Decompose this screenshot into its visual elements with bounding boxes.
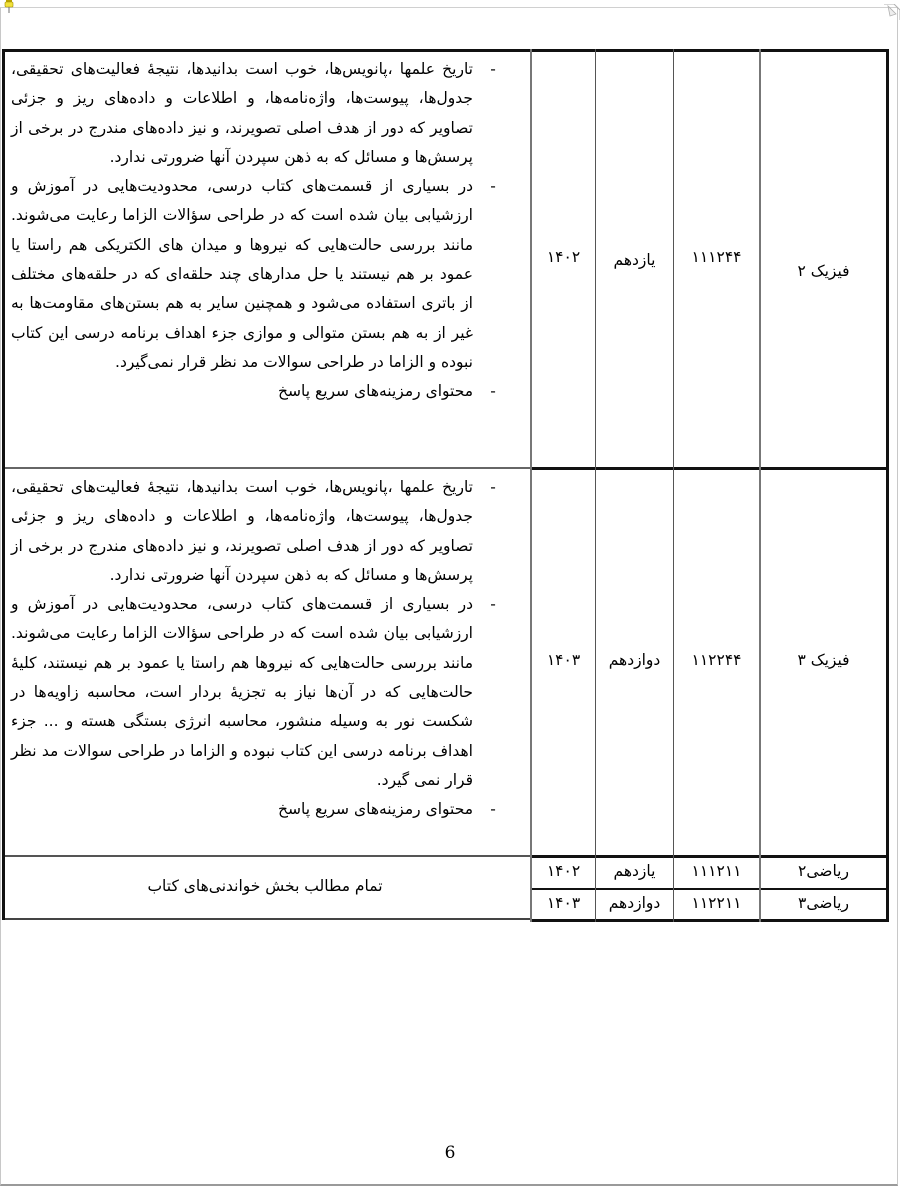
list-item-text: در بسیاری از قسمت‌های کتاب درسی، محدودیت‌هایی در آموزش و ارزشیابی بیان شده است که در طراحی سؤالات الزاما رعایت می‌شوند. مانند بررسی حالت‌هایی که نیروها هم راستا یا عمود بر هم نیستند، کلیهٔ حالت‌هایی که در آن‌ها نیاز به تجزیهٔ بردار است، محاسبه زاویه‌ها در شکست نور به وسیله منشور، محاسبه انرژی بستگی هسته و ... جزء اهداف برنامه درسی این کتاب نبوده و الزاما در طراحی سوالات مد نظر قرار نمی گیرد. (11, 595, 473, 789)
page-number: 6 (444, 1143, 456, 1163)
table-bottom-border (2, 918, 531, 920)
course-name: ریاضی۳ (798, 894, 849, 912)
year: ۱۴۰۳ (546, 651, 581, 669)
list-item-text: محتوای رمزینه‌های سریع پاسخ (277, 800, 473, 819)
exclusions-cell (11, 473, 499, 825)
bullet-dash: - (490, 60, 496, 78)
list-item-text: تاریخ علمها ،پانویس‌ها، خوب است بدانیدها، نتیجهٔ فعالیت‌های تحقیقی، جدول‌ها، پیوست‌ها، واژه‌نامه‌ها، و اطلاعات و داده‌های ریز و جزئی تصاویر که دور از هدف اصلی تصویرند، و نیز داده‌های مندرج در برخی از پرسش‌ها و مسائل که به ذهن سپردن آنها ضرورتی ندارد. (11, 478, 473, 584)
row-divider (531, 467, 889, 470)
list-item (11, 55, 499, 172)
course-code: ۱۱۲۲۴۴ (691, 651, 742, 669)
grade-level: دوازدهم (608, 651, 661, 669)
row-divider (531, 855, 889, 858)
column-divider (530, 49, 532, 922)
page-fold-icon (884, 4, 900, 20)
list-item-text: در بسیاری از قسمت‌های کتاب درسی، محدودیت‌هایی در آموزش و ارزشیابی بیان شده است که در طراحی سؤالات الزاما رعایت می‌شوند. مانند بررسی حالت‌هایی که نیروها و میدان های الکتریکی هم راستا یا عمود بر هم نیستند یا حل مدارهای چند حلقه‌ای که در حلقه‌های مختلف از باتری استفاده می‌شود و همچنین سایر به هم بستن‌های مقاومت‌ها به غیر از به هم بستن متوالی و موازی جزء اهداف برنامه درسی این کتاب نبوده و الزاما در طراحی سوالات مد نظر قرار نمی‌گیرد. (11, 177, 473, 371)
bullet-dash: - (490, 800, 496, 819)
row-divider (2, 467, 531, 469)
column-divider (759, 49, 761, 922)
course-name: فیزیک ۳ (797, 651, 850, 669)
exclusions-cell (11, 55, 499, 407)
year: ۱۴۰۳ (546, 894, 581, 912)
list-item-text: محتوای رمزینه‌های سریع پاسخ (277, 382, 473, 401)
course-name: فیزیک ۲ (797, 262, 850, 280)
grade-level: یازدهم (613, 251, 656, 269)
list-item (11, 172, 499, 377)
pushpin-icon[interactable] (4, 0, 14, 14)
bullet-dash: - (490, 595, 496, 614)
table-right-border (886, 49, 889, 922)
row-divider (2, 855, 531, 857)
list-item (11, 795, 499, 824)
bullet-dash: - (490, 478, 496, 496)
course-code: ۱۱۲۲۱۱ (691, 894, 742, 912)
list-item (11, 473, 499, 590)
year: ۱۴۰۲ (546, 862, 581, 880)
grade-level: دوازدهم (608, 894, 661, 912)
list-item-text: تاریخ علمها ،پانویس‌ها، خوب است بدانیدها، نتیجهٔ فعالیت‌های تحقیقی، جدول‌ها، پیوست‌ها، واژه‌نامه‌ها، و اطلاعات و داده‌های ریز و جزئی تصاویر که دور از هدف اصلی تصویرند، و نیز داده‌های مندرج در برخی از پرسش‌ها و مسائل که به ذهن سپردن آنها ضرورتی ندارد. (11, 60, 473, 166)
table-left-border (2, 49, 5, 920)
row-divider (531, 888, 889, 890)
math-exclusions-note: تمام مطالب بخش خواندنی‌های کتاب (147, 877, 383, 895)
column-divider (595, 49, 596, 922)
course-name: ریاضی۲ (798, 862, 849, 880)
list-item (11, 590, 499, 795)
course-code: ۱۱۱۲۴۴ (691, 248, 742, 266)
year: ۱۴۰۲ (546, 248, 581, 266)
bullet-dash: - (490, 177, 496, 196)
grade-level: یازدهم (613, 862, 656, 880)
bullet-dash: - (490, 382, 496, 401)
table-top-border (2, 49, 889, 52)
course-code: ۱۱۱۲۱۱ (691, 862, 742, 880)
column-divider (673, 49, 674, 922)
table-bottom-border (531, 919, 889, 922)
list-item (11, 377, 499, 406)
